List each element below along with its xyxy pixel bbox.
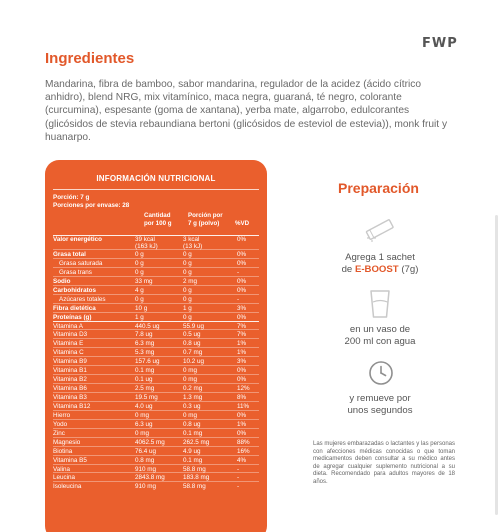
portion-value: 0 mg (183, 411, 197, 419)
nutrient-name: Biotina (53, 447, 73, 455)
col-portion-line1: Porción por (188, 212, 223, 219)
per100-value: 76.4 ug (135, 447, 157, 455)
col-per100-header (144, 212, 172, 227)
nutrient-name: Isoleucina (53, 483, 82, 491)
portion-value: 0.1 mg (183, 429, 203, 437)
col-per100-line1: Cantidad (144, 212, 171, 219)
divider (53, 189, 259, 190)
nutrition-row (53, 428, 259, 437)
daily-value: 11% (237, 402, 250, 410)
step-1-line2 (300, 264, 460, 276)
daily-value: 3% (237, 304, 247, 312)
nutrient-name: Vitamina B9 (53, 358, 87, 366)
daily-value: 88% (237, 438, 250, 446)
per100-value-kj: (163 kJ) (135, 242, 158, 250)
portion-value: 0.8 ug (183, 420, 201, 428)
per100-value: 440.5 ug (135, 322, 160, 330)
nutrition-row (53, 285, 259, 294)
nutrition-row (53, 235, 259, 249)
nutrition-row (53, 294, 259, 303)
step-1 (300, 252, 460, 276)
portion-value: 4.9 ug (183, 447, 201, 455)
per100-value: 0 mg (135, 429, 149, 437)
nutrient-name: Magnesio (53, 438, 81, 446)
daily-value: - (237, 465, 240, 473)
portion-value: 0.8 ug (183, 340, 201, 348)
portion-value: 10.2 ug (183, 358, 205, 366)
nutrient-name: Valor energético (53, 236, 102, 243)
step-2-line1: en un vaso de (349, 324, 411, 335)
portion-value: 0 g (183, 259, 192, 267)
portion-value: 0 g (183, 251, 192, 258)
nutrient-name: Vitamina B3 (53, 394, 87, 401)
daily-value: 3% (237, 358, 247, 366)
nutrient-name: Azúcares totales (59, 295, 106, 303)
nutrition-row (53, 455, 259, 464)
step-1-amount: (7g) (398, 264, 419, 275)
per100-value: 0 g (135, 251, 144, 258)
portion-value: 183.8 mg (183, 474, 210, 482)
daily-value: - (237, 483, 240, 491)
daily-value: 1% (237, 340, 247, 348)
nutrition-row (53, 249, 259, 258)
step-3 (300, 393, 460, 417)
per100-value: 2.5 mg (135, 385, 155, 393)
per100-value: 0 g (135, 268, 144, 276)
per100-value: 0.8 mg (135, 456, 155, 464)
daily-value: 16% (237, 447, 250, 455)
nutrition-row (53, 321, 259, 330)
portion-value: 0.2 mg (183, 385, 203, 393)
preparation-title: Preparación (338, 180, 419, 196)
per100-value: 7.8 ug (135, 331, 153, 339)
per100-value: 0 mg (135, 411, 149, 419)
daily-value: 1% (237, 420, 247, 428)
daily-value: 7% (237, 322, 247, 330)
per100-value: 6.3 ug (135, 420, 153, 428)
nutrition-row (53, 446, 259, 455)
daily-value: 1% (237, 349, 247, 357)
portion-value: 55.9 ug (183, 322, 205, 330)
portion-size: Porción: 7 g (53, 194, 90, 201)
daily-value: 7% (237, 331, 247, 339)
nutrition-row (53, 464, 259, 473)
nutrient-name: Vitamina B1 (53, 367, 87, 375)
portion-value: 0 mg (183, 376, 197, 384)
portion-value: 0 g (183, 286, 192, 294)
serving-info (53, 194, 259, 210)
nutrition-table (53, 235, 259, 490)
nutrient-name: Carbohidratos (53, 286, 97, 294)
product-name: E-BOOST (354, 264, 399, 275)
nutrient-name: Grasa trans (59, 268, 92, 276)
nutrient-name: Vitamina C (53, 349, 84, 357)
per100-value: 10 g (135, 304, 148, 312)
per100-value: 4062.5 mg (135, 438, 165, 446)
step-3-line1: y remueve por (349, 393, 411, 404)
nutrient-name: Vitamina A (53, 322, 83, 330)
nutrition-row (53, 258, 259, 267)
nutrition-row (53, 303, 259, 312)
per100-value-kcal: 39 kcal (135, 236, 155, 243)
nutrition-row (53, 312, 259, 321)
nutrition-row (53, 267, 259, 276)
per100-value: 910 mg (135, 465, 157, 473)
portion-value: 0.1 mg (183, 456, 203, 464)
scrollbar[interactable] (495, 215, 498, 515)
per100-value: 4 g (135, 286, 144, 294)
daily-value: 0% (237, 429, 247, 437)
col-vd-header: %VD (235, 220, 250, 227)
portion-value: 58.8 mg (183, 465, 206, 473)
portion-value: 1 g (183, 304, 192, 312)
col-portion-header (188, 212, 223, 227)
daily-value: 0% (237, 236, 247, 243)
per100-value: 0.1 ug (135, 376, 153, 384)
daily-value: - (237, 474, 240, 482)
nutrient-name: Leucina (53, 474, 76, 482)
nutrient-name: Vitamina D3 (53, 331, 88, 339)
per100-value: 2843.8 mg (135, 474, 165, 482)
nutrition-panel (45, 160, 267, 532)
nutrition-row (53, 419, 259, 428)
nutrient-name: Fibra dietética (53, 304, 96, 312)
nutrient-name: Grasa saturada (59, 259, 103, 267)
per100-value: 0.1 mg (135, 367, 155, 375)
per100-value: 157.6 ug (135, 358, 160, 366)
daily-value: 8% (237, 394, 247, 401)
per100-value: 33 mg (135, 277, 153, 285)
nutrient-name: Vitamina B6 (53, 385, 87, 393)
daily-value: 0% (237, 411, 247, 419)
sachet-icon (362, 215, 398, 245)
daily-value: 0% (237, 259, 247, 267)
per100-value: 0 g (135, 259, 144, 267)
portion-value: 0.3 ug (183, 402, 201, 410)
nutrition-row (53, 374, 259, 383)
portion-value: 0.5 ug (183, 331, 201, 339)
per100-value: 6.3 mg (135, 340, 155, 348)
nutrition-row (53, 365, 259, 374)
nutrient-name: Proteínas (g) (53, 313, 92, 321)
step-2-line2: 200 ml con agua (344, 336, 416, 347)
daily-value: 0% (237, 251, 247, 258)
clock-icon (368, 360, 394, 386)
per100-value: 19.5 mg (135, 394, 158, 401)
portion-value-kcal: 3 kcal (183, 236, 200, 243)
daily-value: 0% (237, 367, 247, 375)
per100-value: 5.3 mg (135, 349, 155, 357)
daily-value: 0% (237, 286, 247, 294)
nutrient-name: Yodo (53, 420, 68, 428)
nutrition-row (53, 472, 259, 481)
nutrient-name: Vitamina B5 (53, 456, 87, 464)
per100-value: 1 g (135, 313, 144, 321)
nutrition-row (53, 437, 259, 446)
daily-value: 0% (237, 277, 247, 285)
portion-value: 0 g (183, 268, 192, 276)
brand-logo: FWP (422, 36, 458, 51)
nutrition-title: INFORMACIÓN NUTRICIONAL (96, 174, 216, 183)
nutrient-name: Sodio (53, 277, 71, 285)
portion-value: 262.5 mg (183, 438, 210, 446)
portion-value: 2 mg (183, 277, 197, 285)
nutrition-row (53, 410, 259, 419)
nutrition-row (53, 347, 259, 356)
daily-value: 0% (237, 313, 247, 321)
servings-per-container: Porciones por envase: 28 (53, 202, 130, 209)
step-1-de: de (341, 264, 355, 275)
daily-value: 4% (237, 456, 247, 464)
portion-value: 58.8 mg (183, 483, 206, 491)
nutrient-name: Vitamina B12 (53, 402, 91, 410)
daily-value: 0% (237, 376, 247, 384)
nutrition-row (53, 383, 259, 392)
portion-value: 0 mg (183, 367, 197, 375)
portion-value: 1.3 mg (183, 394, 203, 401)
per100-value: 4.0 ug (135, 402, 153, 410)
nutrient-name: Hierro (53, 411, 71, 419)
portion-value: 0 g (183, 313, 192, 321)
nutrient-name: Valina (53, 465, 71, 473)
nutrient-name: Zinc (53, 429, 65, 437)
daily-value: - (237, 295, 240, 303)
step-1-line1: Agrega 1 sachet (345, 252, 415, 263)
nutrient-name: Vitamina E (53, 340, 84, 348)
daily-value: - (237, 268, 240, 276)
nutrition-row (53, 338, 259, 347)
nutrition-row (53, 392, 259, 401)
glass-icon (369, 289, 391, 319)
ingredients-title: Ingredientes (45, 50, 135, 67)
step-3-line2: unos segundos (347, 405, 413, 416)
per100-value: 910 mg (135, 483, 157, 491)
ingredients-text: Mandarina, fibra de bamboo, sabor mandarina, regulador de la acidez (ácido cítrico anhidro), blend NRG, mix vitamínico, maca negra, guaraná, té negro, colorante (curcumina), espesante (goma de xantana), yerba mate, algarrobo, edulcorantes (glicósidos de stevia rebaundiana bertoni (glicósidos de esteviol de estevia)), monk fruit y huanarpo. (45, 79, 448, 143)
portion-value: 0.7 mg (183, 349, 203, 357)
nutrition-row (53, 401, 259, 410)
portion-value-kj: (13 kJ) (183, 242, 203, 250)
nutrition-row (53, 481, 259, 490)
nutrition-row (53, 276, 259, 285)
nutrition-row (53, 329, 259, 338)
per100-value: 0 g (135, 295, 144, 303)
col-portion-line2: 7 g (polvo) (188, 219, 220, 227)
nutrition-row (53, 356, 259, 365)
disclaimer: Las mujeres embarazadas o lactantes y las personas con afecciones médicas conocidas o que toman medicamentos deben consultar a su médico antes de agregar cualquier suplemento nutricional a su dieta. Recomendado para adultos mayores de 18 años. (313, 441, 455, 485)
nutrient-name: Vitamina B2 (53, 376, 87, 384)
col-per100-line2: por 100 g (144, 219, 172, 227)
nutrient-name: Grasa total (53, 251, 86, 258)
column-headers (53, 212, 259, 232)
daily-value: 12% (237, 385, 250, 393)
portion-value: 0 g (183, 295, 192, 303)
step-2 (300, 324, 460, 348)
